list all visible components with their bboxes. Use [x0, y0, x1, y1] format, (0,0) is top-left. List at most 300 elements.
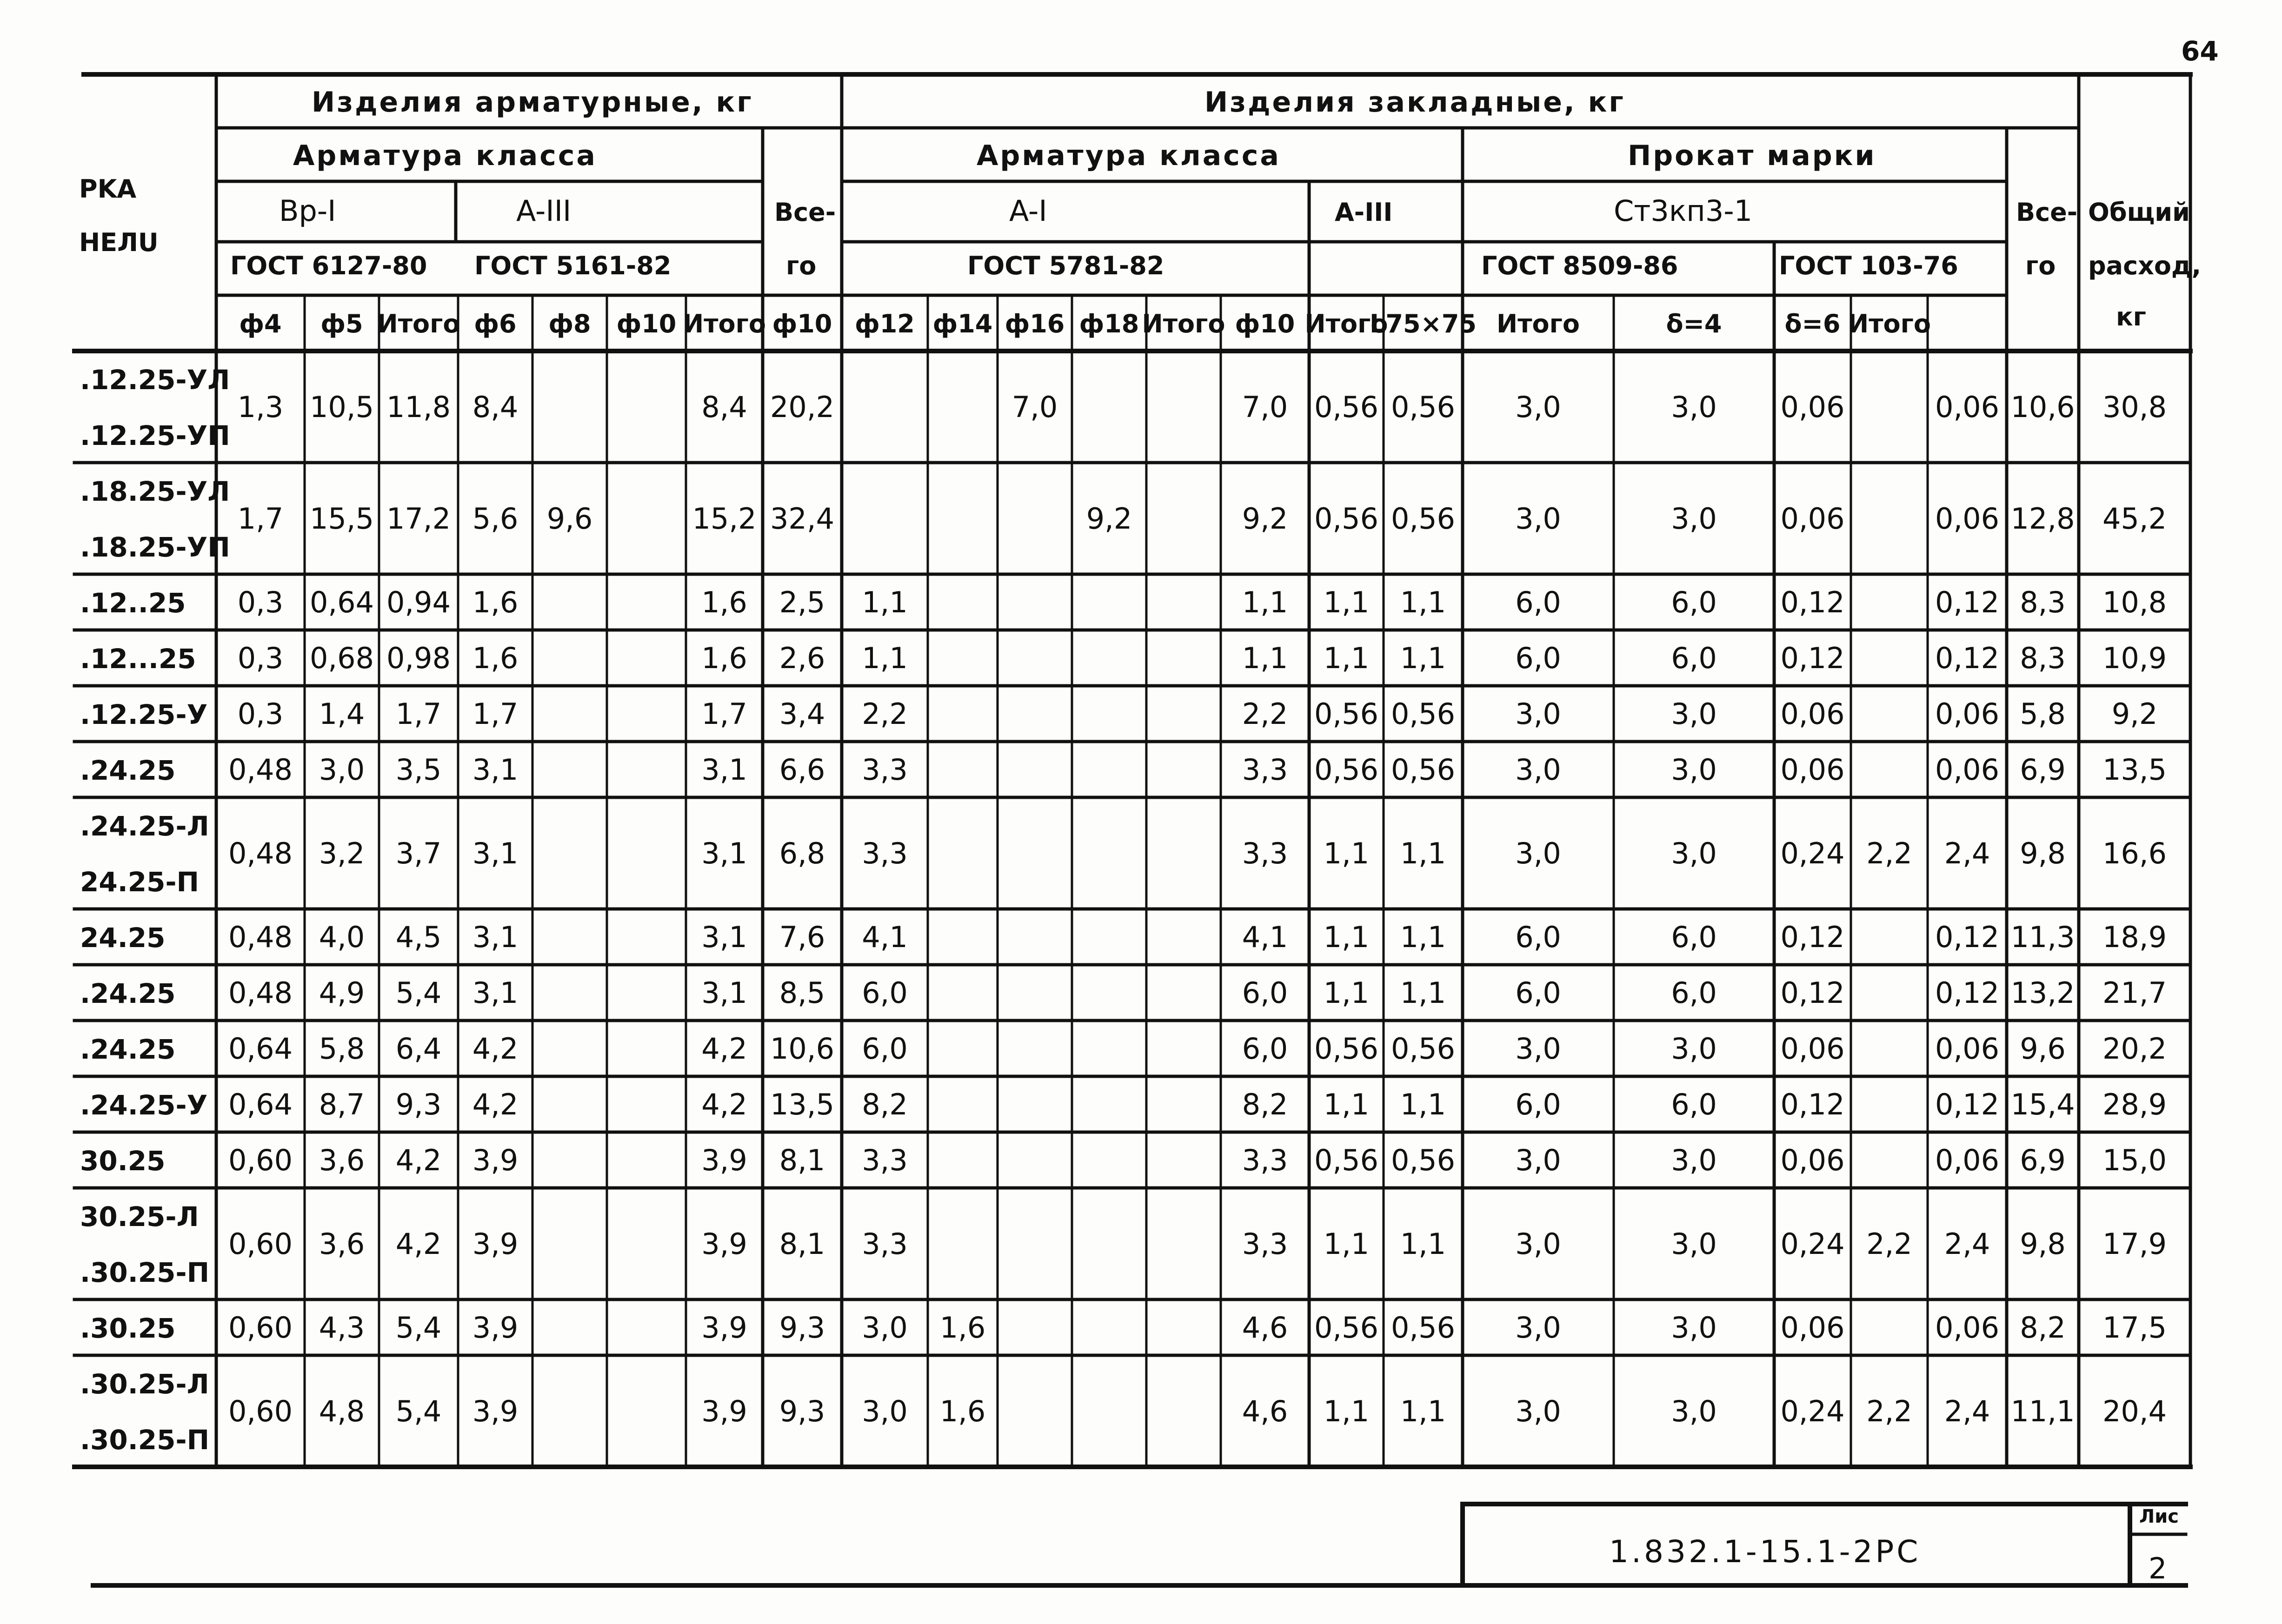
subheader-3: Итого	[377, 309, 460, 338]
cell-r12-c14: 3,3	[1242, 1143, 1288, 1177]
cell-r11-c8: 13,5	[770, 1087, 835, 1121]
cell-r6-c23: 13,5	[2102, 753, 2167, 787]
cell-r5-c8: 3,4	[779, 697, 825, 731]
cell-r1-c1: 1,3	[237, 390, 284, 424]
cell-r14-c14: 4,6	[1242, 1311, 1288, 1345]
cell-r11-c9: 8,2	[862, 1087, 908, 1121]
cell-r13-c8: 8,1	[779, 1227, 825, 1261]
total-b-label-1: Все-	[2016, 198, 2078, 227]
cell-r14-c23: 17,5	[2102, 1311, 2167, 1345]
cell-r15-c8: 9,3	[779, 1394, 825, 1428]
total-a-label-1: Все-	[774, 198, 836, 227]
cell-r9-c14: 6,0	[1242, 976, 1288, 1010]
cell-r3-c23: 10,8	[2102, 585, 2167, 619]
cell-r4-c15: 1,1	[1323, 641, 1370, 675]
cell-r2-c16: 0,56	[1390, 502, 1456, 536]
cell-r7-c23: 16,6	[2102, 836, 2167, 870]
row-mark: .24.25	[80, 755, 176, 786]
gost-8509: ГОСТ 8509-86	[1481, 251, 1678, 280]
cell-r3-c18: 6,0	[1671, 585, 1717, 619]
cell-r6-c16: 0,56	[1390, 753, 1456, 787]
cell-r13-c21: 2,4	[1944, 1227, 1990, 1261]
cell-r3-c17: 6,0	[1515, 585, 1561, 619]
cell-r14-c17: 3,0	[1515, 1311, 1561, 1345]
cell-r5-c7: 1,7	[701, 697, 747, 731]
cell-r7-c21: 2,4	[1944, 836, 1990, 870]
row-mark: .18.25-УЛ	[80, 476, 230, 507]
total-consumption-2: расход,	[2088, 251, 2202, 280]
cell-r7-c8: 6,8	[779, 836, 825, 870]
cell-r7-c20: 2,2	[1866, 836, 1912, 870]
gost-6127: ГОСТ 6127-80	[230, 251, 427, 280]
cell-r4-c2: 0,68	[309, 641, 374, 675]
subheader-14: ф10	[1235, 309, 1295, 338]
gost-5781: ГОСТ 5781-82	[967, 251, 1164, 280]
cell-r11-c15: 1,1	[1323, 1087, 1370, 1121]
cell-r10-c14: 6,0	[1242, 1032, 1288, 1066]
cell-r3-c19: 0,12	[1780, 585, 1845, 619]
row-mark: .30.25-П	[80, 1424, 210, 1456]
cell-r10-c3: 6,4	[395, 1032, 442, 1066]
total-a-label-2: го	[786, 251, 817, 280]
sheet-label: Лис	[2139, 1506, 2179, 1527]
cell-r11-c14: 8,2	[1242, 1087, 1288, 1121]
cell-r10-c8: 10,6	[770, 1032, 835, 1066]
subheader-5: ф8	[548, 309, 591, 338]
cell-r11-c23: 28,9	[2102, 1087, 2167, 1121]
cell-r1-c14: 7,0	[1242, 390, 1288, 424]
row-mark: .24.25-Л	[80, 810, 209, 842]
cell-r11-c22: 15,4	[2010, 1087, 2075, 1121]
subheader-11: ф16	[1005, 309, 1065, 338]
cell-r9-c3: 5,4	[395, 976, 442, 1010]
cell-r14-c7: 3,9	[701, 1311, 747, 1345]
cell-r3-c7: 1,6	[701, 585, 747, 619]
cell-r1-c8: 20,2	[770, 390, 835, 424]
cell-r6-c9: 3,3	[862, 753, 908, 787]
cell-r2-c21: 0,06	[1935, 502, 2000, 536]
cell-r15-c2: 4,8	[319, 1394, 365, 1428]
cell-r1-c21: 0,06	[1935, 390, 2000, 424]
cell-r7-c3: 3,7	[395, 836, 442, 870]
cell-r13-c3: 4,2	[395, 1227, 442, 1261]
cell-r1-c17: 3,0	[1515, 390, 1561, 424]
row-mark: .12.25-УП	[80, 420, 230, 451]
drawing-code: 1.832.1-15.1-2PC	[1609, 1534, 1921, 1570]
cell-r15-c21: 2,4	[1944, 1394, 1990, 1428]
cell-r2-c22: 12,8	[2010, 502, 2075, 536]
reinf-class-header: Арматура класса	[293, 139, 597, 172]
cell-r9-c4: 3,1	[472, 976, 519, 1010]
cell-r10-c9: 6,0	[862, 1032, 908, 1066]
subheader-6: ф10	[616, 309, 677, 338]
subheader-1: ф4	[239, 309, 282, 338]
cell-r15-c14: 4,6	[1242, 1394, 1288, 1428]
cell-r2-c3: 17,2	[386, 502, 451, 536]
cell-r8-c23: 18,9	[2102, 920, 2167, 954]
subheader-10: ф14	[932, 309, 993, 338]
cell-r13-c19: 0,24	[1780, 1227, 1845, 1261]
cell-r13-c9: 3,3	[862, 1227, 908, 1261]
cell-r1-c3: 11,8	[386, 390, 451, 424]
cell-r4-c4: 1,6	[472, 641, 519, 675]
cell-r8-c1: 0,48	[228, 920, 293, 954]
cell-r9-c16: 1,1	[1400, 976, 1446, 1010]
cell-r9-c23: 21,7	[2102, 976, 2167, 1010]
cell-r15-c7: 3,9	[701, 1394, 747, 1428]
table-grid	[74, 74, 2190, 1585]
total-consumption-1: Общий	[2088, 198, 2190, 227]
cell-r9-c7: 3,1	[701, 976, 747, 1010]
cell-r6-c8: 6,6	[779, 753, 825, 787]
cell-r6-c18: 3,0	[1671, 753, 1717, 787]
cell-r14-c19: 0,06	[1780, 1311, 1845, 1345]
cell-r5-c1: 0,3	[237, 697, 284, 731]
cell-r14-c8: 9,3	[779, 1311, 825, 1345]
cell-r13-c4: 3,9	[472, 1227, 519, 1261]
row-mark: .12...25	[80, 643, 196, 675]
cell-r15-c16: 1,1	[1400, 1394, 1446, 1428]
cell-r7-c16: 1,1	[1400, 836, 1446, 870]
cell-r13-c22: 9,8	[2020, 1227, 2066, 1261]
cell-r4-c14: 1,1	[1242, 641, 1288, 675]
cell-r2-c8: 32,4	[770, 502, 835, 536]
class-bp1: Вр-I	[279, 194, 336, 228]
cell-r5-c19: 0,06	[1780, 697, 1845, 731]
cell-r4-c17: 6,0	[1515, 641, 1561, 675]
subheader-12: ф18	[1079, 309, 1139, 338]
steel-st3kp: Ст3кп3-1	[1614, 194, 1753, 228]
cell-r14-c4: 3,9	[472, 1311, 519, 1345]
row-mark: .24.25	[80, 978, 176, 1009]
cell-r7-c9: 3,3	[862, 836, 908, 870]
cell-r6-c7: 3,1	[701, 753, 747, 787]
cell-r8-c17: 6,0	[1515, 920, 1561, 954]
cell-r7-c19: 0,24	[1780, 836, 1845, 870]
cell-r12-c9: 3,3	[862, 1143, 908, 1177]
cell-r14-c21: 0,06	[1935, 1311, 2000, 1345]
cell-r4-c7: 1,6	[701, 641, 747, 675]
cell-r9-c19: 0,12	[1780, 976, 1845, 1010]
cell-r8-c14: 4,1	[1242, 920, 1288, 954]
subheader-row	[239, 309, 1931, 338]
cell-r6-c2: 3,0	[319, 753, 365, 787]
cell-r11-c7: 4,2	[701, 1087, 747, 1121]
cell-r5-c22: 5,8	[2020, 697, 2066, 731]
cell-r11-c19: 0,12	[1780, 1087, 1845, 1121]
cell-r7-c14: 3,3	[1242, 836, 1288, 870]
cell-r14-c16: 0,56	[1390, 1311, 1456, 1345]
subheader-8: ф10	[772, 309, 832, 338]
cell-r5-c15: 0,56	[1314, 697, 1379, 731]
cell-r12-c17: 3,0	[1515, 1143, 1561, 1177]
cell-r14-c10: 1,6	[939, 1311, 986, 1345]
cell-r14-c15: 0,56	[1314, 1311, 1379, 1345]
cell-r6-c17: 3,0	[1515, 753, 1561, 787]
cell-r14-c1: 0,60	[228, 1311, 293, 1345]
cell-r10-c22: 9,6	[2020, 1032, 2066, 1066]
cell-r4-c19: 0,12	[1780, 641, 1845, 675]
cell-r10-c15: 0,56	[1314, 1032, 1379, 1066]
row-mark: .24.25-У	[80, 1089, 208, 1121]
row-mark: .12..25	[80, 587, 186, 619]
cell-r3-c8: 2,5	[779, 585, 825, 619]
cell-r3-c22: 8,3	[2020, 585, 2066, 619]
cell-r8-c21: 0,12	[1935, 920, 2000, 954]
cell-r14-c9: 3,0	[862, 1311, 908, 1345]
row-mark: .30.25-П	[80, 1257, 210, 1288]
subheader-15: Итого	[1304, 309, 1388, 338]
cell-r10-c21: 0,06	[1935, 1032, 2000, 1066]
cell-r8-c2: 4,0	[319, 920, 365, 954]
row-mark: .12.25-У	[80, 699, 208, 730]
cell-r11-c2: 8,7	[319, 1087, 365, 1121]
cell-r2-c1: 1,7	[237, 502, 284, 536]
subheader-16: L75×75	[1370, 309, 1477, 338]
cell-r15-c10: 1,6	[939, 1394, 986, 1428]
cell-r9-c15: 1,1	[1323, 976, 1370, 1010]
embedded-products-header: Изделия закладные, кг	[1204, 86, 1625, 119]
cell-r12-c15: 0,56	[1314, 1143, 1379, 1177]
cell-r1-c15: 0,56	[1314, 390, 1379, 424]
cell-r4-c21: 0,12	[1935, 641, 2000, 675]
row-mark: 30.25-Л	[80, 1201, 199, 1233]
cell-r6-c15: 0,56	[1314, 753, 1379, 787]
cell-r15-c23: 20,4	[2102, 1394, 2167, 1428]
cell-r2-c2: 15,5	[309, 502, 374, 536]
cell-r4-c1: 0,3	[237, 641, 284, 675]
cell-r4-c16: 1,1	[1400, 641, 1446, 675]
reinf-products-header: Изделия арматурные, кг	[312, 86, 753, 119]
cell-r1-c16: 0,56	[1390, 390, 1456, 424]
cell-r3-c16: 1,1	[1400, 585, 1446, 619]
cell-r12-c7: 3,9	[701, 1143, 747, 1177]
cell-r15-c4: 3,9	[472, 1394, 519, 1428]
cell-r6-c19: 0,06	[1780, 753, 1845, 787]
cell-r15-c20: 2,2	[1866, 1394, 1912, 1428]
cell-r5-c18: 3,0	[1671, 697, 1717, 731]
cell-r5-c16: 0,56	[1390, 697, 1456, 731]
cell-r12-c3: 4,2	[395, 1143, 442, 1177]
cell-r3-c3: 0,94	[386, 585, 451, 619]
cell-r12-c16: 0,56	[1390, 1143, 1456, 1177]
cell-r5-c17: 3,0	[1515, 697, 1561, 731]
cell-r6-c1: 0,48	[228, 753, 293, 787]
cell-r6-c14: 3,3	[1242, 753, 1288, 787]
cell-r9-c17: 6,0	[1515, 976, 1561, 1010]
cell-r9-c8: 8,5	[779, 976, 825, 1010]
cell-r11-c1: 0,64	[228, 1087, 293, 1121]
cell-r14-c18: 3,0	[1671, 1311, 1717, 1345]
cell-r2-c15: 0,56	[1314, 502, 1379, 536]
cell-r12-c18: 3,0	[1671, 1143, 1717, 1177]
cell-r5-c9: 2,2	[862, 697, 908, 731]
cell-r7-c18: 3,0	[1671, 836, 1717, 870]
subheader-4: ф6	[474, 309, 517, 338]
cell-r7-c4: 3,1	[472, 836, 519, 870]
cell-r11-c21: 0,12	[1935, 1087, 2000, 1121]
cell-r12-c19: 0,06	[1780, 1143, 1845, 1177]
cell-r4-c9: 1,1	[862, 641, 908, 675]
row-mark: .12.25-УЛ	[80, 364, 230, 396]
cell-r2-c12: 9,2	[1086, 502, 1132, 536]
subheader-2: ф5	[320, 309, 363, 338]
cell-r5-c2: 1,4	[319, 697, 365, 731]
cell-r3-c14: 1,1	[1242, 585, 1288, 619]
subheader-13: Итого	[1142, 309, 1225, 338]
cell-r2-c4: 5,6	[472, 502, 519, 536]
row-mark: 30.25	[80, 1145, 166, 1177]
cell-r8-c22: 11,3	[2010, 920, 2075, 954]
gost-103: ГОСТ 103-76	[1779, 251, 1958, 280]
sheet-number: 2	[2149, 1551, 2167, 1585]
cell-r13-c23: 17,9	[2102, 1227, 2167, 1261]
cell-r12-c23: 15,0	[2102, 1143, 2167, 1177]
cell-r8-c8: 7,6	[779, 920, 825, 954]
cell-r4-c22: 8,3	[2020, 641, 2066, 675]
cell-r15-c9: 3,0	[862, 1394, 908, 1428]
class-a3-emb: A-III	[1335, 198, 1393, 227]
total-b-label-2: го	[2025, 251, 2056, 280]
cell-r8-c19: 0,12	[1780, 920, 1845, 954]
cell-r12-c1: 0,60	[228, 1143, 293, 1177]
cell-r14-c2: 4,3	[319, 1311, 365, 1345]
row-mark: 24.25-П	[80, 866, 200, 898]
rolled-mark-header: Прокат марки	[1628, 139, 1876, 172]
cell-r12-c22: 6,9	[2020, 1143, 2066, 1177]
cell-r8-c4: 3,1	[472, 920, 519, 954]
cell-r6-c4: 3,1	[472, 753, 519, 787]
row-mark: .18.25-УП	[80, 531, 230, 563]
cell-r13-c18: 3,0	[1671, 1227, 1717, 1261]
cell-r10-c17: 3,0	[1515, 1032, 1561, 1066]
cell-r15-c3: 5,4	[395, 1394, 442, 1428]
cell-r2-c23: 45,2	[2102, 502, 2167, 536]
cell-r9-c21: 0,12	[1935, 976, 2000, 1010]
cell-r13-c14: 3,3	[1242, 1227, 1288, 1261]
cell-r1-c19: 0,06	[1780, 390, 1845, 424]
cell-r5-c21: 0,06	[1935, 697, 2000, 731]
cell-r13-c1: 0,60	[228, 1227, 293, 1261]
cell-r1-c22: 10,6	[2010, 390, 2075, 424]
cell-r12-c2: 3,6	[319, 1143, 365, 1177]
cell-r15-c1: 0,60	[228, 1394, 293, 1428]
cell-r12-c8: 8,1	[779, 1143, 825, 1177]
cell-r15-c15: 1,1	[1323, 1394, 1370, 1428]
cell-r6-c21: 0,06	[1935, 753, 2000, 787]
cell-r2-c17: 3,0	[1515, 502, 1561, 536]
cell-r13-c20: 2,2	[1866, 1227, 1912, 1261]
subheader-9: ф12	[855, 309, 915, 338]
subheader-20: Итого	[1848, 309, 1931, 338]
cell-r1-c18: 3,0	[1671, 390, 1717, 424]
cell-r8-c9: 4,1	[862, 920, 908, 954]
cell-r10-c7: 4,2	[701, 1032, 747, 1066]
cell-r8-c15: 1,1	[1323, 920, 1370, 954]
cell-r13-c15: 1,1	[1323, 1227, 1370, 1261]
cell-r12-c4: 3,9	[472, 1143, 519, 1177]
cell-r14-c22: 8,2	[2020, 1311, 2066, 1345]
cell-r3-c21: 0,12	[1935, 585, 2000, 619]
cell-r15-c22: 11,1	[2010, 1394, 2075, 1428]
cell-r5-c23: 9,2	[2111, 697, 2158, 731]
cell-r5-c14: 2,2	[1242, 697, 1288, 731]
cell-r1-c2: 10,5	[309, 390, 374, 424]
cell-r3-c2: 0,64	[309, 585, 374, 619]
page-number: 64	[2181, 35, 2219, 67]
cell-r2-c19: 0,06	[1780, 502, 1845, 536]
cell-r15-c18: 3,0	[1671, 1394, 1717, 1428]
cell-r2-c18: 3,0	[1671, 502, 1717, 536]
cell-r13-c16: 1,1	[1400, 1227, 1446, 1261]
cell-r11-c3: 9,3	[395, 1087, 442, 1121]
cell-r6-c22: 6,9	[2020, 753, 2066, 787]
cell-r3-c4: 1,6	[472, 585, 519, 619]
cell-r1-c11: 7,0	[1011, 390, 1058, 424]
cell-r7-c7: 3,1	[701, 836, 747, 870]
cell-r9-c22: 13,2	[2010, 976, 2075, 1010]
subheader-19: δ=6	[1784, 309, 1841, 338]
cell-r3-c1: 0,3	[237, 585, 284, 619]
row-mark: .30.25	[80, 1312, 176, 1344]
cell-r13-c2: 3,6	[319, 1227, 365, 1261]
cell-r5-c4: 1,7	[472, 697, 519, 731]
mark-column-label-1: PKA	[79, 174, 137, 204]
cell-r1-c7: 8,4	[701, 390, 747, 424]
cell-r11-c18: 6,0	[1671, 1087, 1717, 1121]
cell-r2-c7: 15,2	[692, 502, 757, 536]
cell-r5-c3: 1,7	[395, 697, 442, 731]
cell-r4-c8: 2,6	[779, 641, 825, 675]
cell-r9-c1: 0,48	[228, 976, 293, 1010]
cell-r7-c15: 1,1	[1323, 836, 1370, 870]
cell-r1-c23: 30,8	[2102, 390, 2167, 424]
emb-reinf-class-header: Арматура класса	[977, 139, 1281, 172]
cell-r4-c18: 6,0	[1671, 641, 1717, 675]
cell-r11-c4: 4,2	[472, 1087, 519, 1121]
total-consumption-3: кг	[2116, 302, 2146, 331]
cell-r10-c2: 5,8	[319, 1032, 365, 1066]
cell-r7-c22: 9,8	[2020, 836, 2066, 870]
class-a1: A-I	[1009, 194, 1047, 228]
subheader-7: Итого	[683, 309, 766, 338]
cell-r7-c1: 0,48	[228, 836, 293, 870]
cell-r9-c9: 6,0	[862, 976, 908, 1010]
row-mark: .24.25	[80, 1034, 176, 1065]
cell-r10-c18: 3,0	[1671, 1032, 1717, 1066]
cell-r10-c23: 20,2	[2102, 1032, 2167, 1066]
cell-r10-c1: 0,64	[228, 1032, 293, 1066]
cell-r2-c5: 9,6	[546, 502, 593, 536]
cell-r9-c2: 4,9	[319, 976, 365, 1010]
cell-r8-c16: 1,1	[1400, 920, 1446, 954]
cell-r14-c3: 5,4	[395, 1311, 442, 1345]
subheader-18: δ=4	[1666, 309, 1722, 338]
cell-r3-c9: 1,1	[862, 585, 908, 619]
cell-r11-c16: 1,1	[1400, 1087, 1446, 1121]
cell-r13-c17: 3,0	[1515, 1227, 1561, 1261]
class-a3: A-III	[516, 194, 572, 228]
cell-r3-c15: 1,1	[1323, 585, 1370, 619]
cell-r2-c14: 9,2	[1242, 502, 1288, 536]
cell-r7-c17: 3,0	[1515, 836, 1561, 870]
cell-r10-c4: 4,2	[472, 1032, 519, 1066]
cell-r8-c7: 3,1	[701, 920, 747, 954]
cell-r1-c4: 8,4	[472, 390, 519, 424]
cell-r8-c3: 4,5	[395, 920, 442, 954]
subheader-17: Итого	[1497, 309, 1580, 338]
cell-r15-c19: 0,24	[1780, 1394, 1845, 1428]
